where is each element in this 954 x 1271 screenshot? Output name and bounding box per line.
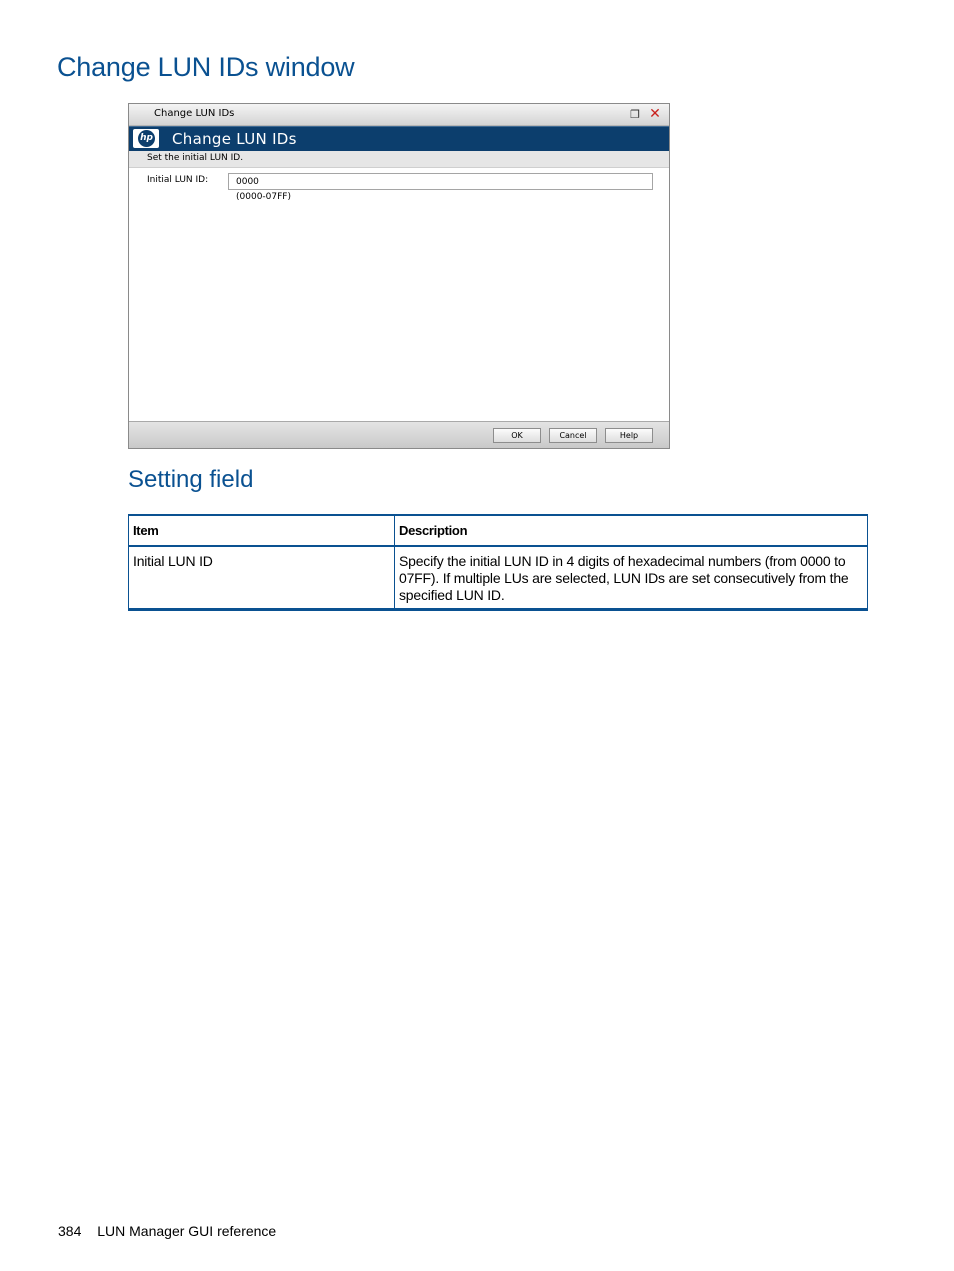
- close-icon[interactable]: ✕: [649, 106, 661, 122]
- initial-lun-id-range: (0000-07FF): [236, 192, 291, 202]
- page-title: Change LUN IDs window: [57, 52, 355, 82]
- page-number: 384: [58, 1223, 82, 1239]
- table-row: [129, 546, 868, 610]
- cell-item: Initial LUN ID: [129, 546, 395, 610]
- dialog-titlebar[interactable]: [129, 104, 669, 126]
- table-header-row: [129, 515, 868, 546]
- restore-window-icon[interactable]: ❐: [630, 108, 640, 121]
- instruction-text: Set the initial LUN ID.: [147, 153, 244, 163]
- column-header-description: Description: [395, 515, 868, 546]
- dialog-banner-title: Change LUN IDs: [172, 130, 297, 148]
- change-lun-ids-dialog: [128, 103, 670, 449]
- footer-section-name: LUN Manager GUI reference: [97, 1223, 277, 1239]
- cancel-button[interactable]: Cancel: [549, 428, 597, 443]
- dialog-banner: [129, 126, 669, 151]
- dialog-button-bar: [129, 421, 669, 448]
- subsection-title: Setting field: [128, 466, 254, 493]
- hp-logo-icon: [133, 129, 159, 148]
- initial-lun-id-label: Initial LUN ID:: [147, 175, 209, 185]
- ok-button[interactable]: OK: [493, 428, 541, 443]
- cell-description: Specify the initial LUN ID in 4 digits of hexadecimal numbers (from 0000 to 07FF). If multiple LUs are selected, LUN IDs are set consecutively from the specified LUN ID.: [395, 546, 868, 610]
- page-footer: [58, 1223, 276, 1239]
- column-header-item: Item: [129, 515, 395, 546]
- setting-field-table: [128, 514, 868, 611]
- hp-logo-text: hp: [138, 130, 155, 147]
- help-button[interactable]: Help: [605, 428, 653, 443]
- dialog-window-title: Change LUN IDs: [154, 108, 235, 119]
- instruction-bar: [129, 151, 669, 168]
- initial-lun-id-input[interactable]: [228, 173, 653, 190]
